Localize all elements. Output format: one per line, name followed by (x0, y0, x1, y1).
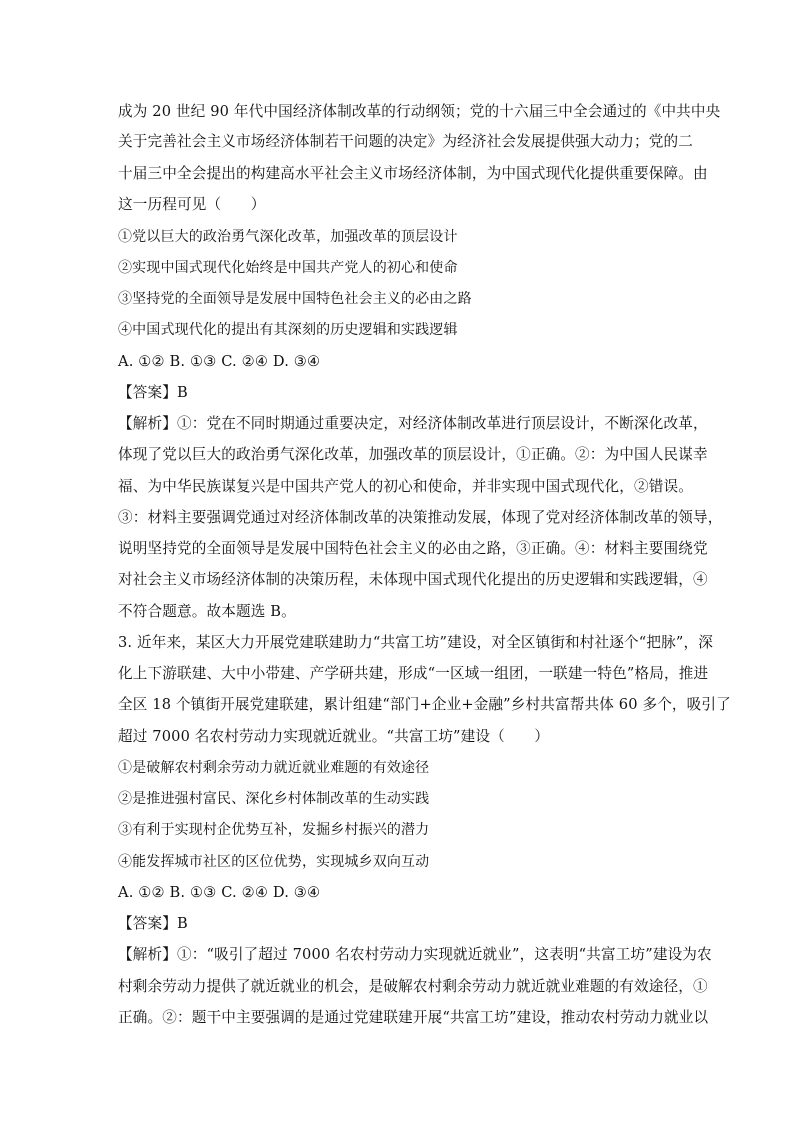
option-statement-1: ①党以巨大的政治勇气深化改革，加强改革的顶层设计 (118, 229, 458, 245)
analysis-line: 说明坚持党的全面领导是发展中国特色社会主义的必由之路，③正确。④：材料主要围绕党 (118, 540, 708, 557)
analysis-line: 正确。②：题干中主要强调的是通过党建联建开展“共富工坊”建设，推动农村劳动力就业以 (118, 1009, 709, 1026)
analysis-line: 不符合题意。故本题选 B。 (118, 603, 296, 620)
analysis-line: 福、为中华民族谋复兴是中国共产党人的初心和使命，并非实现中国式现代化，②错误。 (118, 478, 694, 495)
analysis-line: 体现了党以巨大的政治勇气深化改革，加强改革的顶层设计，①正确。②：为中国人民谋幸 (118, 446, 708, 463)
option-statement-1: ①是破解农村剩余劳动力就近就业难题的有效途径 (118, 760, 430, 776)
option-statement-3: ③坚持党的全面领导是发展中国特色社会主义的必由之路 (118, 291, 472, 307)
question-3-stem: 化上下游联建、大中小带建、产学研共建，形成“一区域一组团，一联建一特色”格局，推进 (118, 665, 709, 682)
analysis-line: 【解析】①：党在不同时期通过重要决定，对经济体制改革进行顶层设计，不断深化改革， (118, 415, 708, 432)
text-line: 成为 20 世纪 90 年代中国经济体制改革的行动纲领；党的十六届三中全会通过的《中共中央 (118, 103, 721, 120)
question-3-stem: 3. 近年来，某区大力开展党建联建助力“共富工坊”建设，对全区镇街和村社逐个“把脉”，深 (118, 634, 713, 651)
option-statement-2: ②是推进强村富民、深化乡村体制改革的生动实践 (118, 791, 430, 807)
text-line: 关于完善社会主义市场经济体制若干问题的决定》为经济社会发展提供强大动力；党的二 (118, 133, 694, 150)
question-stem-end: 这一历程可见（ ） (118, 196, 266, 213)
analysis-line: 对社会主义市场经济体制的决策历程，未体现中国式现代化提出的历史逻辑和实践逻辑，④ (118, 571, 708, 588)
option-statement-4: ④中国式现代化的提出有其深刻的历史逻辑和实践逻辑 (118, 322, 458, 338)
analysis-line: ③：材料主要强调党通过对经济体制改革的决策推动发展，体现了党对经济体制改革的领导， (118, 509, 723, 526)
analysis-line: 村剩余劳动力提供了就近就业的机会，是破解农村剩余劳动力就近就业难题的有效途径，① (118, 978, 708, 995)
option-statement-3: ③有利于实现村企优势互补，发掘乡村振兴的潜力 (118, 822, 430, 838)
text-line: 十届三中全会提出的构建高水平社会主义市场经济体制，为中国式现代化提供重要保障。由 (118, 165, 708, 182)
option-statement-4: ④能发挥城市社区的区位优势，实现城乡双向互动 (118, 854, 430, 870)
answer-label: 【答案】B (118, 915, 188, 932)
question-3-stem: 全区 18 个镇街开展党建联建，累计组建“部门+企业+金融”乡村共富帮共体 60 多个，吸引了 (118, 696, 731, 713)
answer-label: 【答案】B (118, 384, 188, 401)
answer-choices: A. ①② B. ①③ C. ②④ D. ③④ (118, 353, 321, 370)
answer-choices: A. ①② B. ①③ C. ②④ D. ③④ (118, 884, 321, 901)
analysis-line: 【解析】①：“吸引了超过 7000 名农村劳动力实现就近就业”，这表明“共富工坊”建设为农 (118, 946, 712, 963)
question-3-stem: 超过 7000 名农村劳动力实现就近就业。“共富工坊”建设（ ） (118, 728, 550, 745)
option-statement-2: ②实现中国式现代化始终是中国共产党人的初心和使命 (118, 260, 458, 276)
